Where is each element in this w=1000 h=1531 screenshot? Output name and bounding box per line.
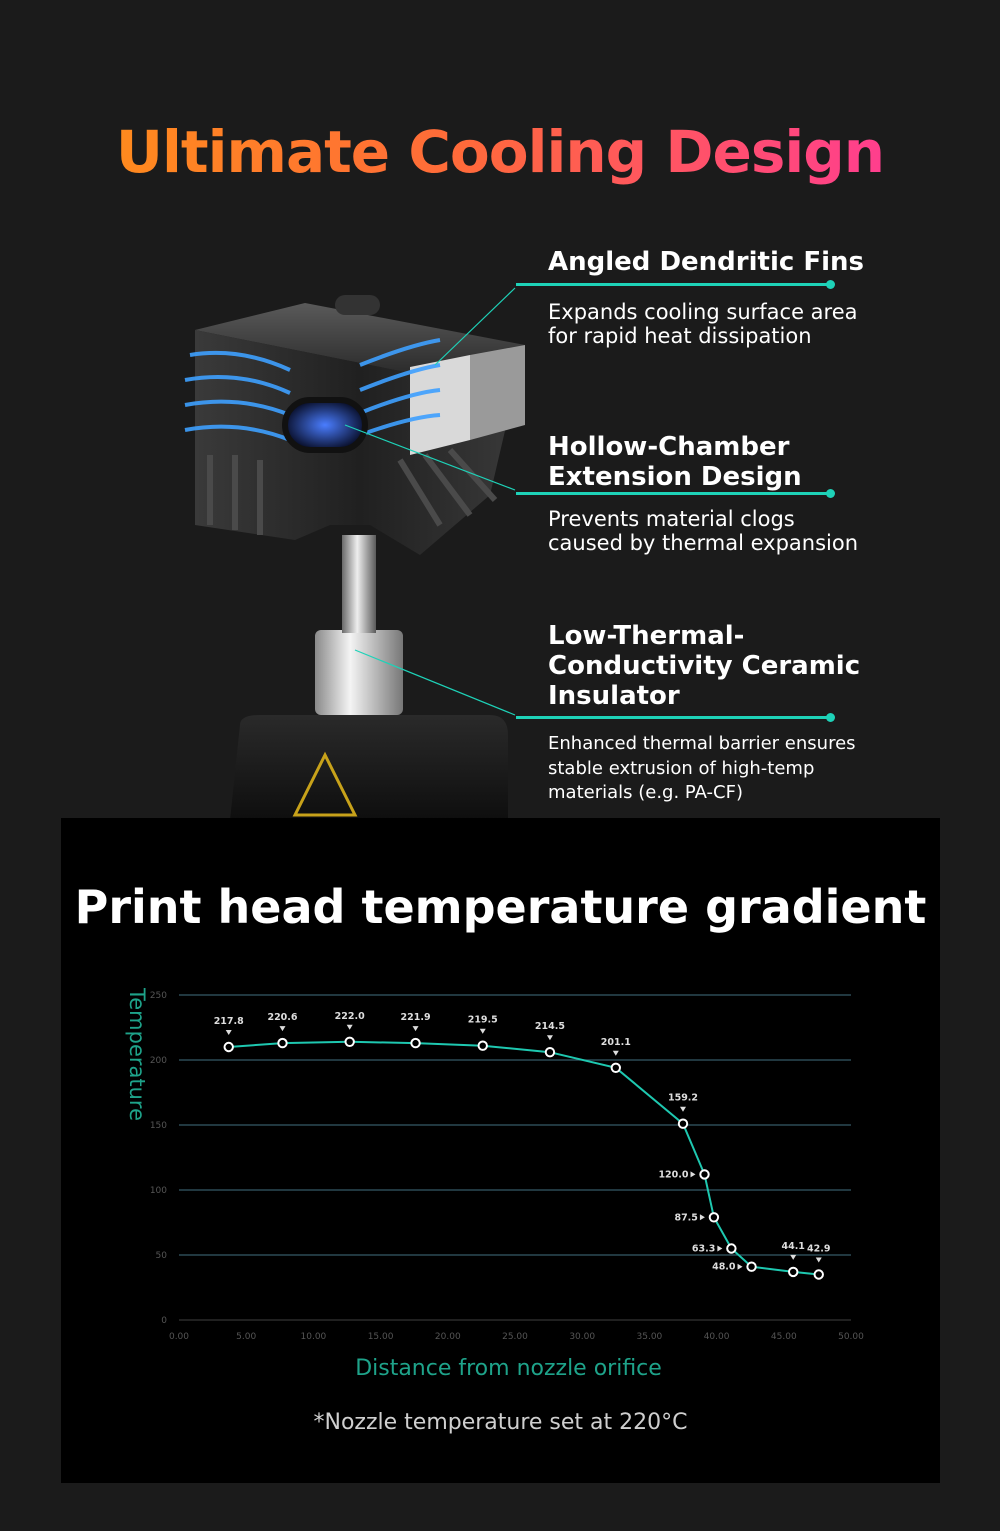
data-label: 222.0 <box>334 1010 365 1022</box>
x-tick-label: 10.00 <box>300 1332 327 1342</box>
data-label: 63.3 <box>691 1243 716 1255</box>
data-label: 48.0 <box>712 1261 736 1273</box>
x-axis-label: Distance from nozzle orifice <box>355 1356 662 1381</box>
feature-title-fins: Angled Dendritic Fins <box>548 247 864 277</box>
data-label: 214.5 <box>534 1021 565 1033</box>
data-label-marker <box>413 1026 419 1031</box>
feature-desc-insulator: Enhanced thermal barrier ensures stable extrusion of high-temp materials (e.g. PA-CF) <box>548 733 856 803</box>
x-tick-label: 5.00 <box>236 1332 257 1342</box>
data-label: 217.8 <box>213 1016 244 1027</box>
data-label: 87.5 <box>674 1212 698 1224</box>
y-tick-label: 150 <box>149 1121 167 1131</box>
data-label: 219.5 <box>467 1014 498 1026</box>
x-tick-label: 50.00 <box>838 1332 864 1342</box>
data-label-marker <box>547 1035 553 1040</box>
data-label-marker <box>613 1051 619 1056</box>
data-label: 159.2 <box>667 1092 699 1104</box>
data-label-marker <box>738 1264 743 1270</box>
data-point <box>815 1270 823 1278</box>
chart-panel <box>61 818 940 1483</box>
data-label: 201.1 <box>600 1036 631 1048</box>
x-tick-label: 20.00 <box>434 1332 461 1342</box>
data-point <box>479 1042 487 1050</box>
leader-dot-fins <box>826 280 835 289</box>
x-tick-label: 45.00 <box>770 1332 797 1342</box>
data-label-marker <box>790 1255 796 1260</box>
data-label-marker <box>680 1107 686 1112</box>
y-tick-label: 250 <box>149 991 167 1001</box>
feature-desc-fins: Expands cooling surface area for rapid heat dissipation <box>548 300 858 348</box>
data-point <box>789 1268 797 1276</box>
leader-dot-chamber <box>826 489 835 498</box>
feature-title-chamber: Hollow-Chamber Extension Design <box>548 432 802 492</box>
data-label-marker <box>480 1029 486 1034</box>
data-point <box>278 1039 286 1047</box>
y-axis-label: Temperature <box>125 988 149 1122</box>
data-point <box>710 1213 718 1221</box>
data-label-marker <box>226 1030 232 1035</box>
data-point <box>345 1038 353 1046</box>
x-tick-label: 40.00 <box>703 1332 730 1342</box>
data-point <box>747 1263 755 1271</box>
x-tick-label: 35.00 <box>636 1332 663 1342</box>
data-label-marker <box>717 1246 722 1252</box>
chart-footnote: *Nozzle temperature set at 220°C <box>313 1410 688 1435</box>
data-point <box>612 1064 620 1072</box>
leader-line-chamber <box>516 492 830 495</box>
hotend-illustration <box>170 285 530 820</box>
x-tick-label: 25.00 <box>502 1332 528 1342</box>
chart-title: Print head temperature gradient <box>74 880 927 934</box>
y-tick-label: 100 <box>149 1186 167 1196</box>
data-point <box>411 1039 419 1047</box>
x-tick-label: 15.00 <box>367 1332 394 1342</box>
x-tick-label: 30.00 <box>569 1332 596 1342</box>
temperature-chart <box>61 818 940 1483</box>
data-label-marker <box>700 1214 705 1220</box>
data-label: 221.9 <box>400 1012 431 1024</box>
y-tick-label: 200 <box>149 1056 167 1066</box>
data-label-marker <box>347 1025 353 1030</box>
data-label-marker <box>279 1026 285 1031</box>
page-title: Ultimate Cooling Design <box>115 118 885 186</box>
data-label-marker <box>816 1258 822 1263</box>
y-tick-label: 0 <box>161 1316 167 1326</box>
data-point <box>225 1043 233 1051</box>
leader-line-insulator <box>516 716 830 719</box>
leader-dot-insulator <box>826 713 835 722</box>
data-label: 120.0 <box>658 1169 689 1181</box>
data-label: 220.6 <box>267 1012 298 1024</box>
x-tick-label: 0.00 <box>168 1332 190 1342</box>
data-point <box>727 1244 735 1252</box>
feature-title-insulator: Low-Thermal- Conductivity Ceramic Insulator <box>548 621 861 711</box>
leader-line-fins <box>516 283 830 286</box>
series-line <box>229 1042 819 1275</box>
data-label: 44.1 <box>781 1240 805 1252</box>
data-label: 42.9 <box>807 1243 831 1255</box>
y-tick-label: 50 <box>155 1251 167 1261</box>
data-point <box>700 1170 708 1178</box>
feature-desc-chamber: Prevents material clogs caused by thermal expansion <box>548 507 859 555</box>
data-point <box>546 1048 554 1056</box>
data-point <box>679 1120 687 1128</box>
data-label-marker <box>691 1171 696 1177</box>
